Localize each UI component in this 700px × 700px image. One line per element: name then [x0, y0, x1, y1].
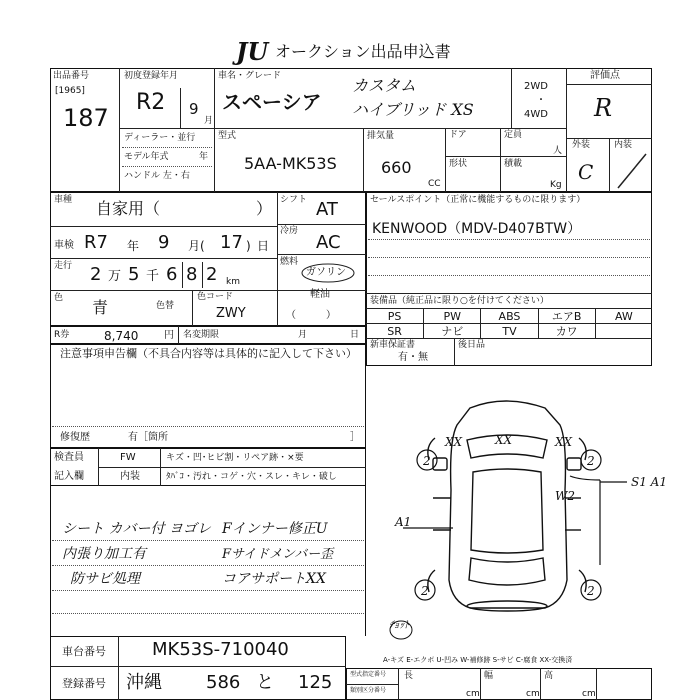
- footer-height: 高: [544, 671, 554, 681]
- footer-width: 幅: [484, 671, 494, 681]
- mileage-d2: 5: [128, 264, 140, 285]
- footer-length-cm: cm: [466, 689, 480, 699]
- shift-label: シフト: [280, 195, 308, 205]
- notes-label: 注意事項申告欄（不具合内容等は具体的に記入して下さい）: [60, 347, 357, 360]
- inspection-paren-open: (: [200, 239, 205, 253]
- fuel-gas: ガソリン: [306, 267, 346, 278]
- equipment-row1-item-4: AW: [595, 308, 652, 323]
- shift-value: AT: [316, 199, 338, 220]
- repair-history-close: ］: [350, 432, 360, 443]
- cooling-label: 冷房: [280, 226, 299, 236]
- rating-exterior-label: 外装: [572, 140, 591, 150]
- grade-line2: ハイブリッド XS: [352, 100, 474, 119]
- fuel-gas-circle: [300, 262, 356, 284]
- color-code-label: 色コード: [197, 292, 234, 302]
- drive-dot: ・: [536, 95, 546, 106]
- checker-interior-items: ﾀﾊﾞｺ・汚れ・コゲ・穴・スレ・キレ・破し: [166, 472, 337, 482]
- first-reg-month: 9: [189, 100, 199, 118]
- sales-point-line1: KENWOOD（MDV-D407BTW）: [372, 221, 582, 237]
- recycle-unit: 円: [164, 330, 174, 341]
- mileage-man: 万: [108, 269, 122, 284]
- inspection-day-unit: 日: [257, 239, 270, 253]
- fuel-diesel: 軽油: [310, 289, 330, 300]
- damage-diagram: [389, 380, 680, 638]
- mileage-d1: 2: [90, 264, 102, 285]
- load-unit: Kg: [550, 180, 562, 190]
- car-name: スペーシア: [222, 90, 322, 114]
- dealer-row1: ディーラー・並行: [124, 133, 196, 143]
- inspection-label: 車検: [54, 240, 74, 251]
- footer-width-cm: cm: [526, 689, 540, 699]
- equipment-row2-item-3: カワ: [538, 323, 595, 338]
- rating-exterior-value: C: [578, 160, 594, 184]
- ju-logo: JU: [236, 37, 269, 66]
- mark-wheel-rl: 2: [421, 584, 429, 598]
- mark-front-right-xx: XX: [555, 435, 573, 449]
- rating-value: R: [594, 94, 613, 122]
- equipment-label: 装備品（純正品に限り○を付けてください）: [370, 296, 549, 306]
- plate-class: 586: [206, 672, 241, 693]
- grade-line1: カスタム: [352, 76, 417, 95]
- lot-label: 出品番号: [53, 71, 90, 81]
- checker-label2: 記入欄: [54, 471, 84, 482]
- drive-2wd: 2WD: [524, 81, 548, 92]
- displacement-unit: CC: [428, 179, 441, 189]
- hand-note-left1: シート カバー付 ヨゴレ: [62, 521, 211, 537]
- new-car-label: 新車保証書: [370, 340, 416, 350]
- model-label: 型式: [218, 131, 237, 141]
- mileage-d3: 6: [166, 264, 178, 285]
- rating-label: 評価点: [590, 70, 620, 81]
- mileage-label: 走行: [54, 261, 73, 271]
- inspection-era: R7: [84, 232, 108, 253]
- lot-number: 187: [63, 104, 109, 132]
- inspection-month-unit: 月: [188, 239, 201, 253]
- capacity-label: 定員: [504, 130, 523, 140]
- equipment-row1-item-0: PS: [366, 308, 423, 323]
- inspection-year-unit: 年: [127, 239, 140, 253]
- equipment-row1-item-3: エアB: [538, 308, 595, 323]
- rear-item-label: 後日品: [458, 340, 486, 350]
- equipment-row2-item-4: [595, 323, 652, 338]
- color-value: 青: [92, 298, 109, 317]
- hand-note-right2: Fサイドメンバー歪: [222, 547, 334, 562]
- doors-label: ドア: [449, 130, 467, 140]
- mark-wheel-rr: 2: [587, 584, 595, 598]
- chotto-circle: [388, 618, 414, 642]
- first-reg-label: 初度登録年月: [124, 71, 179, 81]
- usage-value: 自家用（: [96, 199, 161, 218]
- new-car-value: 有・無: [398, 352, 428, 363]
- plate-area: 沖縄: [126, 672, 162, 693]
- equipment-row1-item-2: ABS: [480, 308, 537, 323]
- mark-right-s1a1: S1 A1: [631, 475, 667, 489]
- body-shape-label: 形状: [449, 159, 468, 169]
- transfer-day: 日: [350, 330, 360, 340]
- inspection-month: 9: [158, 232, 170, 253]
- displacement-value: 660: [381, 158, 412, 177]
- rating-interior-label: 内装: [614, 140, 633, 150]
- repair-history-label: 修復歴: [60, 432, 90, 443]
- damage-legend: A-キズ E-エクボ U-凹み W-補修跡 S-サビ C-腐食 XX-交換済: [383, 656, 573, 664]
- cooling-value: AC: [316, 232, 341, 253]
- color-change-label: 色替: [156, 301, 175, 311]
- checker-label1: 検査員: [54, 452, 84, 463]
- fuel-other: （ ）: [286, 310, 336, 321]
- recycle-value: 8,740: [104, 329, 139, 343]
- displacement-label: 排気量: [367, 131, 395, 141]
- plate-kana: と: [256, 672, 274, 693]
- checker-fw: FW: [120, 452, 136, 463]
- lot-sub: [1965]: [55, 86, 85, 96]
- sales-point-label: セールスポイント（正常に機能するものに限ります）: [370, 195, 586, 205]
- equipment-row2-item-1: ナビ: [423, 323, 480, 338]
- dealer-row2-unit: 年: [199, 152, 209, 162]
- first-reg-month-unit: 月: [204, 116, 214, 126]
- plate-number: 125: [298, 672, 333, 693]
- usage-close: ）: [256, 199, 273, 218]
- checker-interior: 内装: [120, 471, 140, 482]
- footer-length: 長: [404, 671, 414, 681]
- mileage-sen: 千: [146, 269, 160, 284]
- checker-fw-items: キズ・凹･ヒビ割・リペア跡・×要: [166, 453, 304, 463]
- dealer-row3: ハンドル 左・右: [124, 171, 190, 181]
- hand-note-right3: コアサポートXX: [222, 571, 326, 587]
- mark-wheel-fl: 2: [423, 454, 431, 468]
- mark-right-w2: W2: [555, 489, 575, 503]
- equipment-row1-item-1: PW: [423, 308, 480, 323]
- footer-type-number: 型式指定番号: [350, 671, 387, 678]
- mark-wheel-fr: 2: [587, 454, 595, 468]
- load-label: 積載: [504, 159, 523, 169]
- fuel-label: 燃料: [280, 257, 299, 267]
- footer-height-cm: cm: [582, 689, 596, 699]
- chassis-value: MK53S-710040: [152, 639, 289, 660]
- mark-hood-xx: XX: [495, 433, 513, 447]
- mileage-d5: 2: [206, 264, 218, 285]
- form-title: オークション出品申込書: [275, 42, 451, 61]
- mark-front-left-xx: XX: [445, 435, 463, 449]
- drive-4wd: 4WD: [524, 109, 548, 120]
- hand-note-left2: 内張り加工有: [62, 546, 146, 562]
- inspection-paren-close: ): [246, 239, 251, 253]
- first-reg-era: R2: [136, 90, 166, 115]
- usage-label: 車種: [54, 195, 73, 205]
- hand-note-left3: 防サビ処理: [70, 571, 140, 587]
- footer-class-number: 類別区分番号: [350, 687, 387, 694]
- equipment-row2-item-2: TV: [480, 323, 537, 338]
- plate-label: 登録番号: [62, 677, 106, 690]
- hand-note-right1: Fインナー修正U: [222, 521, 328, 537]
- chassis-label: 車台番号: [62, 645, 106, 658]
- transfer-label: 名変期限: [183, 330, 220, 340]
- recycle-label: R券: [54, 330, 70, 340]
- inspection-day: 17: [220, 232, 243, 253]
- dealer-row2: モデル年式: [124, 152, 169, 162]
- transfer-month: 月: [298, 330, 308, 340]
- color-label: 色: [54, 293, 64, 303]
- equipment-row2-item-0: SR: [366, 323, 423, 338]
- mark-left-a1: A1: [395, 515, 412, 529]
- model-value: 5AA-MK53S: [244, 154, 337, 173]
- capacity-unit: 人: [553, 146, 563, 156]
- mileage-unit: km: [226, 277, 240, 287]
- mark-chotto: ﾁｮｯﾄ: [389, 620, 409, 631]
- mileage-d4: 8: [186, 264, 198, 285]
- repair-history-value: 有［箇所: [128, 432, 168, 443]
- car-name-label: 車名・グレード: [218, 71, 282, 81]
- color-code: ZWY: [216, 306, 246, 321]
- rating-interior-slash: [612, 150, 650, 190]
